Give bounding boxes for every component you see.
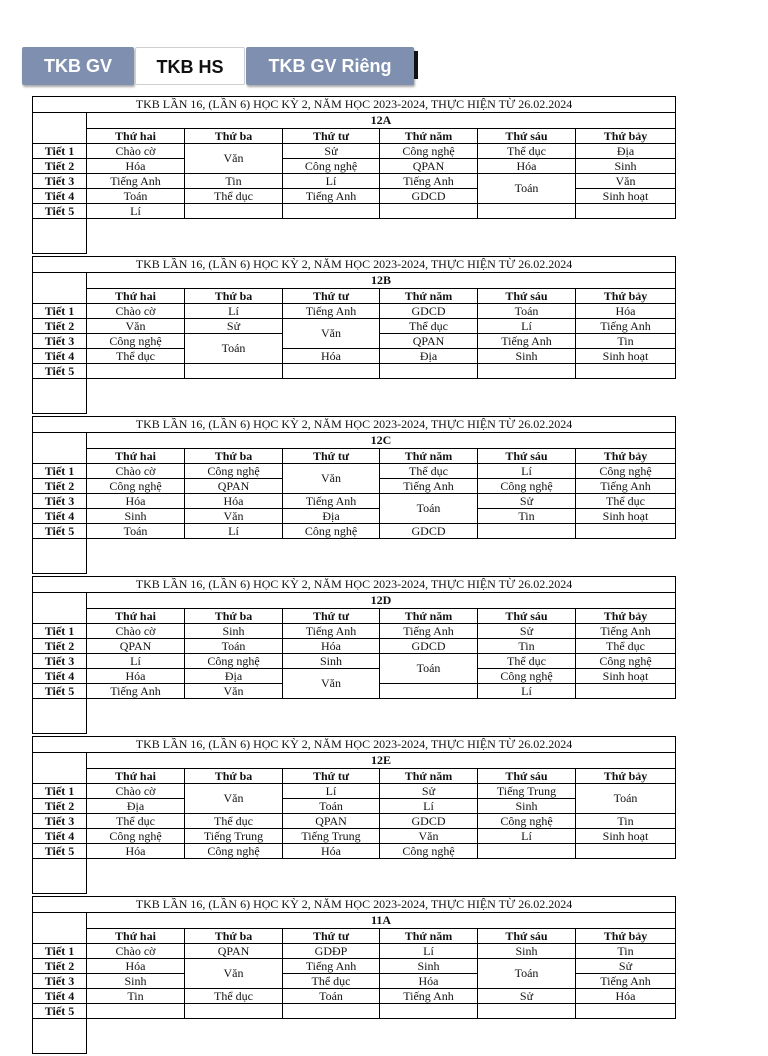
schedule-cell: Công nghệ bbox=[478, 479, 576, 494]
schedule-cell: Công nghệ bbox=[478, 814, 576, 829]
schedule-cell: Hóa bbox=[87, 494, 185, 509]
schedule-cell: Công nghệ bbox=[380, 844, 478, 859]
corner-cell bbox=[33, 753, 87, 784]
schedule-cell: Thể dục bbox=[185, 989, 283, 1004]
schedule-cell bbox=[576, 684, 676, 699]
schedule-cell: QPAN bbox=[185, 944, 283, 959]
period-label: Tiết 1 bbox=[33, 464, 87, 479]
schedule-cell: Tin bbox=[478, 509, 576, 524]
schedule-cell: Sinh bbox=[478, 944, 576, 959]
day-header: Thứ ba bbox=[185, 769, 283, 784]
schedule-cell: Văn bbox=[185, 144, 283, 174]
schedule-cell bbox=[185, 1004, 283, 1019]
schedule-cell: Công nghệ bbox=[185, 654, 283, 669]
spacer-blank bbox=[87, 379, 676, 414]
schedule-cell: Thể dục bbox=[87, 814, 185, 829]
schedule-cell: Hóa bbox=[87, 159, 185, 174]
schedule-cell: Công nghệ bbox=[576, 464, 676, 479]
corner-cell bbox=[33, 593, 87, 624]
schedule-cell bbox=[87, 364, 185, 379]
period-label: Tiết 1 bbox=[33, 944, 87, 959]
schedule-cell: Địa bbox=[87, 799, 185, 814]
schedule-cell: Tiếng Anh bbox=[380, 624, 478, 639]
schedule-cell: Công nghệ bbox=[380, 144, 478, 159]
day-header: Thứ ba bbox=[185, 289, 283, 304]
day-header: Thứ sáu bbox=[478, 449, 576, 464]
schedule-cell: Lí bbox=[478, 319, 576, 334]
schedule-cell: Tin bbox=[576, 334, 676, 349]
schedule-cell: Lí bbox=[87, 204, 185, 219]
schedule-cell: Địa bbox=[576, 144, 676, 159]
period-label: Tiết 3 bbox=[33, 654, 87, 669]
schedule-cell: Văn bbox=[380, 829, 478, 844]
schedule-cell: Hóa bbox=[576, 989, 676, 1004]
class-schedule bbox=[32, 416, 675, 576]
period-label: Tiết 2 bbox=[33, 799, 87, 814]
period-label: Tiết 4 bbox=[33, 509, 87, 524]
period-label: Tiết 3 bbox=[33, 334, 87, 349]
day-header: Thứ bảy bbox=[576, 769, 676, 784]
schedule-cell: QPAN bbox=[185, 479, 283, 494]
schedule-cell: Sử bbox=[380, 784, 478, 799]
schedule-cell: Thể dục bbox=[380, 464, 478, 479]
schedule-table bbox=[32, 96, 676, 254]
schedule-cell bbox=[380, 684, 478, 699]
day-header: Thứ ba bbox=[185, 609, 283, 624]
period-label: Tiết 4 bbox=[33, 189, 87, 204]
schedule-cell: Chào cờ bbox=[87, 944, 185, 959]
schedule-cell: Sử bbox=[283, 144, 380, 159]
schedule-cell bbox=[380, 364, 478, 379]
schedule-cell: Hóa bbox=[283, 844, 380, 859]
period-label: Tiết 4 bbox=[33, 829, 87, 844]
schedule-cell: Thể dục bbox=[478, 144, 576, 159]
schedule-cell bbox=[576, 524, 676, 539]
period-label: Tiết 2 bbox=[33, 959, 87, 974]
schedule-cell: Toán bbox=[185, 639, 283, 654]
schedule-cell bbox=[576, 844, 676, 859]
schedule-cell: Sinh bbox=[478, 799, 576, 814]
day-header: Thứ sáu bbox=[478, 609, 576, 624]
period-label: Tiết 3 bbox=[33, 814, 87, 829]
schedule-cell: Chào cờ bbox=[87, 464, 185, 479]
class-name: 12E bbox=[87, 753, 676, 769]
schedule-cell: Chào cờ bbox=[87, 144, 185, 159]
schedule-cell: Tiếng Anh bbox=[283, 189, 380, 204]
schedule-cell: Lí bbox=[283, 174, 380, 189]
schedule-cell bbox=[478, 204, 576, 219]
schedule-cell: Thể dục bbox=[380, 319, 478, 334]
day-header: Thứ hai bbox=[87, 129, 185, 144]
day-header: Thứ tư bbox=[283, 929, 380, 944]
schedule-cell bbox=[185, 364, 283, 379]
schedule-cell bbox=[576, 364, 676, 379]
schedule-cell: Tiếng Anh bbox=[380, 479, 478, 494]
day-header: Thứ ba bbox=[185, 449, 283, 464]
schedule-cell: Văn bbox=[185, 784, 283, 814]
period-label: Tiết 2 bbox=[33, 319, 87, 334]
schedule-cell: Sử bbox=[576, 959, 676, 974]
period-label: Tiết 2 bbox=[33, 479, 87, 494]
schedule-cell bbox=[380, 204, 478, 219]
schedule-cell bbox=[283, 364, 380, 379]
day-header: Thứ năm bbox=[380, 609, 478, 624]
schedule-cell bbox=[380, 1004, 478, 1019]
schedule-cell: Văn bbox=[185, 509, 283, 524]
spacer-blank bbox=[87, 539, 676, 574]
schedule-cell: Hóa bbox=[576, 304, 676, 319]
period-label: Tiết 1 bbox=[33, 784, 87, 799]
schedule-cell: Công nghệ bbox=[87, 829, 185, 844]
period-label: Tiết 3 bbox=[33, 174, 87, 189]
schedule-cell: Sinh bbox=[87, 509, 185, 524]
schedule-cell: Tiếng Anh bbox=[87, 684, 185, 699]
schedule-cell: Sinh hoạt bbox=[576, 509, 676, 524]
schedule-cell: Tin bbox=[185, 174, 283, 189]
schedule-cell: QPAN bbox=[87, 639, 185, 654]
schedule-cell: Lí bbox=[283, 784, 380, 799]
schedule-cell bbox=[576, 1004, 676, 1019]
schedule-cell: Hóa bbox=[87, 844, 185, 859]
schedule-cell: Tin bbox=[478, 639, 576, 654]
day-header: Thứ ba bbox=[185, 929, 283, 944]
schedule-title: TKB LẦN 16, (LẦN 6) HỌC KỲ 2, NĂM HỌC 2023-2024, THỰC HIỆN TỪ 26.02.2024 bbox=[33, 897, 676, 913]
tab-tkb-hs[interactable]: TKB HS bbox=[135, 47, 245, 85]
schedule-cell: Sinh hoạt bbox=[576, 349, 676, 364]
schedule-table bbox=[32, 576, 676, 734]
schedule-cell: Công nghệ bbox=[576, 654, 676, 669]
schedule-cell: Công nghệ bbox=[283, 159, 380, 174]
schedule-cell: Tiếng Anh bbox=[576, 974, 676, 989]
schedule-cell: Sinh bbox=[380, 959, 478, 974]
schedule-cell: Tiếng Anh bbox=[576, 319, 676, 334]
spacer-blank bbox=[87, 699, 676, 734]
class-name: 12D bbox=[87, 593, 676, 609]
schedule-cell: Sinh bbox=[87, 974, 185, 989]
schedule-cell: Tiếng Anh bbox=[576, 624, 676, 639]
schedule-cell bbox=[478, 364, 576, 379]
schedule-cell: Lí bbox=[380, 799, 478, 814]
tab-tkb-gv-rieng[interactable]: TKB GV Riêng bbox=[246, 47, 414, 85]
schedule-cell: Tiếng Anh bbox=[283, 494, 380, 509]
schedule-cell: Lí bbox=[185, 524, 283, 539]
day-header: Thứ hai bbox=[87, 609, 185, 624]
schedule-cell: Địa bbox=[283, 509, 380, 524]
schedule-cell: Văn bbox=[185, 959, 283, 989]
day-header: Thứ bảy bbox=[576, 129, 676, 144]
schedule-cell: Văn bbox=[283, 319, 380, 349]
schedule-cell: Toán bbox=[283, 799, 380, 814]
period-label: Tiết 2 bbox=[33, 159, 87, 174]
schedule-cell: Địa bbox=[185, 669, 283, 684]
schedule-cell: Thể dục bbox=[185, 814, 283, 829]
schedule-cell: Toán bbox=[576, 784, 676, 814]
day-header: Thứ năm bbox=[380, 929, 478, 944]
schedule-cell: Toán bbox=[87, 524, 185, 539]
period-label: Tiết 5 bbox=[33, 524, 87, 539]
class-schedule bbox=[32, 256, 675, 416]
day-header: Thứ hai bbox=[87, 449, 185, 464]
schedule-table bbox=[32, 256, 676, 414]
period-label: Tiết 5 bbox=[33, 1004, 87, 1019]
schedule-cell: Văn bbox=[283, 464, 380, 494]
schedule-title: TKB LẦN 16, (LẦN 6) HỌC KỲ 2, NĂM HỌC 2023-2024, THỰC HIỆN TỪ 26.02.2024 bbox=[33, 417, 676, 433]
schedule-cell: GDĐP bbox=[283, 944, 380, 959]
day-header: Thứ hai bbox=[87, 929, 185, 944]
schedule-cell: Hóa bbox=[283, 639, 380, 654]
day-header: Thứ năm bbox=[380, 289, 478, 304]
schedule-title: TKB LẦN 16, (LẦN 6) HỌC KỲ 2, NĂM HỌC 2023-2024, THỰC HIỆN TỪ 26.02.2024 bbox=[33, 257, 676, 273]
schedule-cell: Toán bbox=[185, 334, 283, 364]
day-header: Thứ hai bbox=[87, 769, 185, 784]
schedule-cell: Lí bbox=[380, 944, 478, 959]
schedule-cell: GDCD bbox=[380, 189, 478, 204]
schedule-table bbox=[32, 736, 676, 894]
schedule-cell: Sử bbox=[478, 494, 576, 509]
day-header: Thứ bảy bbox=[576, 289, 676, 304]
schedule-cell: Lí bbox=[478, 684, 576, 699]
schedule-cell: Toán bbox=[478, 174, 576, 204]
spacer-blank bbox=[87, 219, 676, 254]
spacer-blank bbox=[87, 859, 676, 894]
schedule-cell: Tiếng Trung bbox=[478, 784, 576, 799]
schedule-cell bbox=[87, 1004, 185, 1019]
schedule-cell: QPAN bbox=[380, 159, 478, 174]
schedule-cell: Công nghệ bbox=[283, 524, 380, 539]
spacer-cell bbox=[33, 539, 87, 574]
schedule-cell: Văn bbox=[87, 319, 185, 334]
schedule-cell: Địa bbox=[380, 349, 478, 364]
schedule-cell: Toán bbox=[283, 989, 380, 1004]
schedule-cell: Hóa bbox=[87, 959, 185, 974]
period-label: Tiết 5 bbox=[33, 364, 87, 379]
schedule-cell: GDCD bbox=[380, 639, 478, 654]
schedule-cell: Sử bbox=[478, 624, 576, 639]
day-header: Thứ sáu bbox=[478, 929, 576, 944]
day-header: Thứ tư bbox=[283, 769, 380, 784]
class-name: 12B bbox=[87, 273, 676, 289]
day-header: Thứ tư bbox=[283, 129, 380, 144]
period-label: Tiết 4 bbox=[33, 669, 87, 684]
day-header: Thứ bảy bbox=[576, 449, 676, 464]
schedule-cell: Toán bbox=[478, 304, 576, 319]
period-label: Tiết 5 bbox=[33, 684, 87, 699]
schedule-cell: Chào cờ bbox=[87, 784, 185, 799]
schedule-title: TKB LẦN 16, (LẦN 6) HỌC KỲ 2, NĂM HỌC 2023-2024, THỰC HIỆN TỪ 26.02.2024 bbox=[33, 737, 676, 753]
schedule-cell: Thể dục bbox=[185, 189, 283, 204]
class-name: 12C bbox=[87, 433, 676, 449]
schedule-cell: Lí bbox=[478, 829, 576, 844]
day-header: Thứ sáu bbox=[478, 769, 576, 784]
spacer-cell bbox=[33, 379, 87, 414]
corner-cell bbox=[33, 433, 87, 464]
schedule-cell: Tiếng Anh bbox=[283, 304, 380, 319]
schedule-cell: Tiếng Trung bbox=[185, 829, 283, 844]
schedule-cell: Tiếng Anh bbox=[380, 989, 478, 1004]
schedule-cell: Chào cờ bbox=[87, 304, 185, 319]
schedule-cell: Văn bbox=[185, 684, 283, 699]
period-label: Tiết 5 bbox=[33, 844, 87, 859]
schedule-cell: Hóa bbox=[283, 349, 380, 364]
period-label: Tiết 1 bbox=[33, 144, 87, 159]
schedule-cell: Tin bbox=[576, 944, 676, 959]
schedule-cell: Sử bbox=[185, 319, 283, 334]
schedule-cell: Hóa bbox=[87, 669, 185, 684]
class-schedule bbox=[32, 576, 675, 736]
schedule-table bbox=[32, 416, 676, 574]
period-label: Tiết 1 bbox=[33, 304, 87, 319]
spacer-cell bbox=[33, 219, 87, 254]
schedule-cell: Sinh bbox=[478, 349, 576, 364]
schedule-cell: GDCD bbox=[380, 524, 478, 539]
schedule-cell: Tiếng Anh bbox=[478, 334, 576, 349]
schedule-cell: Tiếng Anh bbox=[576, 479, 676, 494]
day-header: Thứ bảy bbox=[576, 609, 676, 624]
corner-cell bbox=[33, 913, 87, 944]
corner-cell bbox=[33, 273, 87, 304]
schedule-cell: Toán bbox=[380, 654, 478, 684]
schedule-cell bbox=[478, 524, 576, 539]
period-label: Tiết 3 bbox=[33, 974, 87, 989]
period-label: Tiết 4 bbox=[33, 989, 87, 1004]
day-header: Thứ bảy bbox=[576, 929, 676, 944]
class-name: 12A bbox=[87, 113, 676, 129]
schedule-cell: Thể dục bbox=[283, 974, 380, 989]
schedule-cell: Sinh hoạt bbox=[576, 829, 676, 844]
schedule-cell: Toán bbox=[87, 189, 185, 204]
day-header: Thứ tư bbox=[283, 449, 380, 464]
schedule-cell: Thể dục bbox=[87, 349, 185, 364]
schedule-cell: Công nghệ bbox=[87, 479, 185, 494]
schedule-cell: Lí bbox=[185, 304, 283, 319]
schedule-cell: Công nghệ bbox=[185, 844, 283, 859]
day-header: Thứ sáu bbox=[478, 289, 576, 304]
schedule-cell: Công nghệ bbox=[185, 464, 283, 479]
schedule-cell: Thể dục bbox=[576, 639, 676, 654]
schedule-cell: Tin bbox=[87, 989, 185, 1004]
schedule-cell: Tiếng Anh bbox=[87, 174, 185, 189]
schedule-cell: GDCD bbox=[380, 304, 478, 319]
class-schedule bbox=[32, 736, 675, 896]
schedule-cell: Công nghệ bbox=[87, 334, 185, 349]
schedule-cell: Văn bbox=[283, 669, 380, 699]
schedule-cell bbox=[185, 204, 283, 219]
schedule-cell: Sinh bbox=[185, 624, 283, 639]
schedule-cell: Hóa bbox=[478, 159, 576, 174]
schedule-cell: Sinh bbox=[283, 654, 380, 669]
schedule-cell: Lí bbox=[478, 464, 576, 479]
schedule-cell: Sinh bbox=[576, 159, 676, 174]
period-label: Tiết 1 bbox=[33, 624, 87, 639]
day-header: Thứ tư bbox=[283, 289, 380, 304]
schedule-cell bbox=[478, 1004, 576, 1019]
schedule-cell bbox=[576, 204, 676, 219]
day-header: Thứ năm bbox=[380, 769, 478, 784]
schedule-cell: Thể dục bbox=[478, 654, 576, 669]
schedule-cell: Tiếng Trung bbox=[283, 829, 380, 844]
day-header: Thứ ba bbox=[185, 129, 283, 144]
class-schedule bbox=[32, 896, 675, 1056]
period-label: Tiết 4 bbox=[33, 349, 87, 364]
schedule-cell: QPAN bbox=[283, 814, 380, 829]
period-label: Tiết 3 bbox=[33, 494, 87, 509]
schedule-cell bbox=[283, 204, 380, 219]
class-name: 11A bbox=[87, 913, 676, 929]
schedule-cell: Tiếng Anh bbox=[380, 174, 478, 189]
schedule-table bbox=[32, 896, 676, 1054]
schedule-cell: Hóa bbox=[380, 974, 478, 989]
period-label: Tiết 2 bbox=[33, 639, 87, 654]
day-header: Thứ sáu bbox=[478, 129, 576, 144]
schedule-cell: Công nghệ bbox=[478, 669, 576, 684]
schedule-title: TKB LẦN 16, (LẦN 6) HỌC KỲ 2, NĂM HỌC 2023-2024, THỰC HIỆN TỪ 26.02.2024 bbox=[33, 97, 676, 113]
schedule-cell bbox=[478, 844, 576, 859]
schedule-cell: QPAN bbox=[380, 334, 478, 349]
schedule-cell: Sinh hoạt bbox=[576, 189, 676, 204]
tab-bar-edge bbox=[414, 51, 418, 79]
schedule-cell: Tiếng Anh bbox=[283, 624, 380, 639]
day-header: Thứ hai bbox=[87, 289, 185, 304]
schedule-cell bbox=[283, 1004, 380, 1019]
tab-tkb-gv[interactable]: TKB GV bbox=[22, 47, 134, 85]
period-label: Tiết 5 bbox=[33, 204, 87, 219]
class-schedule bbox=[32, 96, 675, 256]
day-header: Thứ năm bbox=[380, 129, 478, 144]
schedule-cell: Thể dục bbox=[576, 494, 676, 509]
schedule-cell: Sử bbox=[478, 989, 576, 1004]
spacer-cell bbox=[33, 699, 87, 734]
day-header: Thứ tư bbox=[283, 609, 380, 624]
day-header: Thứ năm bbox=[380, 449, 478, 464]
schedule-cell: GDCD bbox=[380, 814, 478, 829]
schedule-cell: Toán bbox=[478, 959, 576, 989]
spacer-cell bbox=[33, 859, 87, 894]
schedule-cell: Chào cờ bbox=[87, 624, 185, 639]
schedule-cell: Tin bbox=[576, 814, 676, 829]
schedule-cell: Văn bbox=[576, 174, 676, 189]
schedule-cell: Hóa bbox=[185, 494, 283, 509]
schedule-cell: Tiếng Anh bbox=[283, 959, 380, 974]
schedule-cell: Sinh hoạt bbox=[576, 669, 676, 684]
schedule-cell: Lí bbox=[87, 654, 185, 669]
corner-cell bbox=[33, 113, 87, 144]
schedule-title: TKB LẦN 16, (LẦN 6) HỌC KỲ 2, NĂM HỌC 2023-2024, THỰC HIỆN TỪ 26.02.2024 bbox=[33, 577, 676, 593]
schedule-cell: Toán bbox=[380, 494, 478, 524]
